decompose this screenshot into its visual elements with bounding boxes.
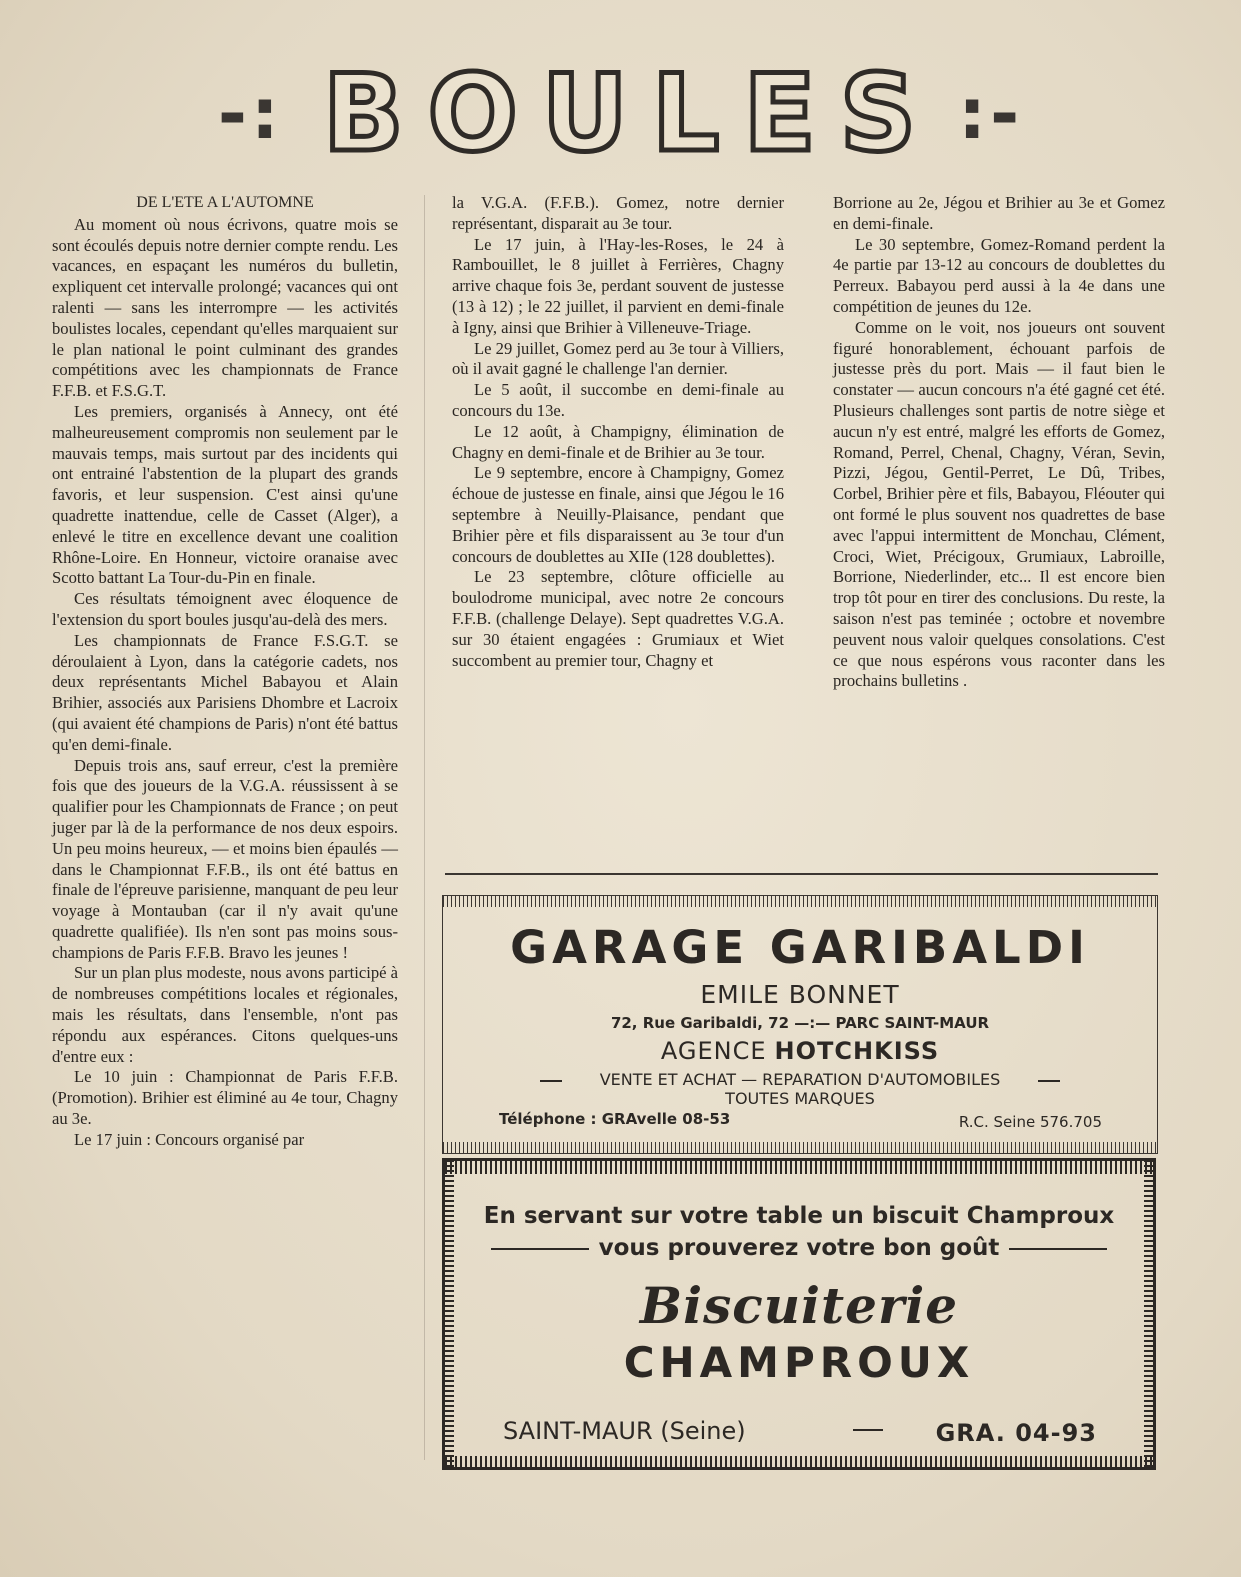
paragraph: Le 5 août, il succombe en demi-finale au concours du 13e. xyxy=(452,380,784,420)
headline-title: BOULES xyxy=(322,52,941,175)
garage-marques: TOUTES MARQUES xyxy=(725,1089,875,1108)
paragraph: Le 17 juin, à l'Hay-les-Roses, le 24 à Rambouillet, le 8 juillet à Ferrières, Chagny arrive chaque fois 3e, perdant souvent de justesse (13 à 12) ; le 22 juillet, il parvient en demi-finale à Igny, ainsi que Brihier à Villeneuve-Triage. xyxy=(452,234,784,337)
garage-name: GARAGE GARIBALDI xyxy=(510,921,1090,974)
garage-telephone: Téléphone : GRAvelle 08-53 xyxy=(499,1110,731,1128)
slogan-prefix: En servant sur votre table un biscuit xyxy=(483,1203,959,1229)
agency-brand: HOTCHKISS xyxy=(774,1037,940,1065)
biscuiterie-script-title: Biscuiterie xyxy=(639,1276,959,1335)
biscuit-slogan-line-1 xyxy=(445,1203,1153,1229)
page-headline xyxy=(0,52,1241,175)
article-subheading: DE L'ETE A L'AUTOMNE xyxy=(136,194,314,211)
paragraph: Au moment où nous écrivons, quatre mois se sont écoulés depuis notre dernier compte rendu. Les vacances, en espaçant les numéros du bulletin, expliquent cet intervalle prolongé; vacances qui ont ralenti — sans les interrompre — les activités boulistes locales, cependant qu'elles marquaient sur le plan national le point culminant des grandes compétitions avec les championnats de France F.F.B. et F.S.G.T. xyxy=(52,214,398,401)
dash-ornament xyxy=(1038,1080,1060,1082)
article-column-1 xyxy=(52,193,398,1151)
rule-ornament xyxy=(1009,1248,1107,1250)
paragraph: Le 29 juillet, Gomez perd au 3e tour à Villiers, où il avait gagné le challenge l'an dernier. xyxy=(452,338,784,379)
paragraph: Depuis trois ans, sauf erreur, c'est la première fois que des joueurs de la V.G.A. réussissent à se qualifier pour les Championnats de France ; on peut juger par là de la performance de nos deux espoirs. Un peu moins heureux, — et moins bien épaulés — dans le Championnat F.F.B., ils ont été battus en finale de l'épreuve parisienne, manquant de peu leur voyage à Montauban (car il n'y avait qu'une quadrette qualifiée). Ils n'en sont pas moins sous-champions de Paris F.F.B. Bravo les jeunes ! xyxy=(52,755,398,962)
paragraph: Comme on le voit, nos joueurs ont souvent figuré honorablement, échouant parfois de justesse près du port. Mais — il faut bien le constater — aucun concours n'a été gagné cet été. Plusieurs challenges sont partis de notre siège et aucun n'y est entré, malgré les efforts de Gomez, Romand, Perrel, Chenal, Chagny, Véran, Sevin, Pizzi, Jégou, Gentil-Perret, Le Dû, Tribes, Corbel, Brihier père et fils, Babayou, Fléouter qui ont formé le plus souvent nos quadrettes de base avec l'appui intermittent de Monchau, Clément, Croci, Wiet, Précigoux, Grumiaux, Labroille, Borrione, Niederlinder, etc... Il est encore bien trop tôt pour en tirer des conclusions. Du reste, la saison n'est pas teminée ; octobre et novembre peuvent nous valoir quelques consolations. C'est ce que nous espérons vous raconter dans les prochains bulletins . xyxy=(833,317,1165,691)
paragraph: Sur un plan plus modeste, nous avons participé à de nombreuses compétitions locales et régionales, mais les résultats, dans l'ensemble, n'ont pas répondu aux espérances. Citons quelques-uns d'entre eux : xyxy=(52,963,398,1066)
paragraph: Le 12 août, à Champigny, élimination de Chagny en demi-finale et de Brihier au 3e tour. xyxy=(452,421,784,462)
article-column-2 xyxy=(452,193,784,671)
garage-address: 72, Rue Garibaldi, 72 —:— PARC SAINT-MAUR xyxy=(610,1014,990,1032)
paragraph: Le 10 juin : Championnat de Paris F.F.B. (Promotion). Brihier est éliminé au 4e tour, Chagny au 3e. xyxy=(52,1067,398,1129)
biscuit-city: SAINT-MAUR (Seine) xyxy=(503,1417,746,1445)
garage-agency xyxy=(443,1037,1157,1065)
biscuit-phone: GRA. 04-93 xyxy=(935,1419,1097,1447)
dash-ornament xyxy=(853,1429,883,1431)
paragraph: Le 30 septembre, Gomez-Romand perdent la 4e partie par 13-12 au concours de doublettes du Perreux. Babayou perd aussi à la 4e dans une compétition de jeunes du 12e. xyxy=(833,234,1165,316)
paragraph: Borrione au 2e, Jégou et Brihier au 3e et Gomez en demi-finale. xyxy=(833,193,1165,233)
paragraph: la V.G.A. (F.F.B.). Gomez, notre dernier représentant, disparait au 3e tour. xyxy=(452,193,784,233)
slogan-brand: Champroux xyxy=(966,1203,1115,1229)
garage-owner: EMILE BONNET xyxy=(700,980,900,1009)
column-divider xyxy=(424,195,425,1460)
garage-garibaldi-ad xyxy=(442,895,1158,1154)
slogan-text: vous prouverez votre bon goût xyxy=(598,1235,1000,1261)
paragraph: Le 17 juin : Concours organisé par xyxy=(74,1129,305,1149)
agency-label: AGENCE xyxy=(660,1037,767,1065)
services-text: VENTE ET ACHAT — REPARATION D'AUTOMOBILES xyxy=(599,1070,1001,1089)
section-divider xyxy=(445,873,1158,875)
article-column-3 xyxy=(833,193,1165,692)
headline-left-ornament: -: xyxy=(217,72,283,155)
garage-services xyxy=(443,1070,1157,1089)
paragraph: Le 9 septembre, encore à Champigny, Gomez échoue de justesse en finale, ainsi que Jégou le 16 septembre à Neuilly-Plaisance, pendant que Brihier père et fils disparaissent au 3e tour d'un concours de doublettes au XIIe (128 doublettes). xyxy=(452,463,784,566)
paragraph: Ces résultats témoignent avec éloquence de l'extension du sport boules jusqu'au-delà des mers. xyxy=(52,589,398,629)
paragraph: Les premiers, organisés à Annecy, ont été malheureusement compromis non seulement par le mauvais temps, mais surtout par des incidents qui ont entrainé l'abstention de la plupart des grands favoris, et leur suspension. C'est ainsi qu'une quadrette inattendue, celle de Casset (Alger), a enlevé le titre en excellence devant une coalition Rhône-Loire. En Honneur, victoire oranaise avec Scotto battant La Tour-du-Pin en finale. xyxy=(52,401,398,588)
headline-right-ornament: :- xyxy=(958,72,1024,155)
paragraph: Les championnats de France F.S.G.T. se déroulaient à Lyon, dans la catégorie cadets, nos deux représentants Michel Babayou et Alain Brihier, associés aux Parisiens Dhombre et Lacroix (qui avaient été champions de Paris) n'ont été battus qu'en demi-finale. xyxy=(52,630,398,754)
dash-ornament xyxy=(540,1080,562,1082)
garage-rc: R.C. Seine 576.705 xyxy=(958,1113,1102,1131)
rule-ornament xyxy=(491,1248,589,1250)
biscuiterie-champroux-ad xyxy=(442,1158,1156,1470)
paragraph: Le 23 septembre, clôture officielle au boulodrome municipal, avec notre 2e concours F.F.B. (challenge Delaye). Sept quadrettes V.G.A. sur 30 étaient engagées : Grumiaux et Wiet succombent au premier tour, Chagny et xyxy=(452,567,784,670)
champroux-brand: CHAMPROUX xyxy=(623,1338,975,1387)
biscuit-slogan-line-2 xyxy=(445,1235,1153,1261)
